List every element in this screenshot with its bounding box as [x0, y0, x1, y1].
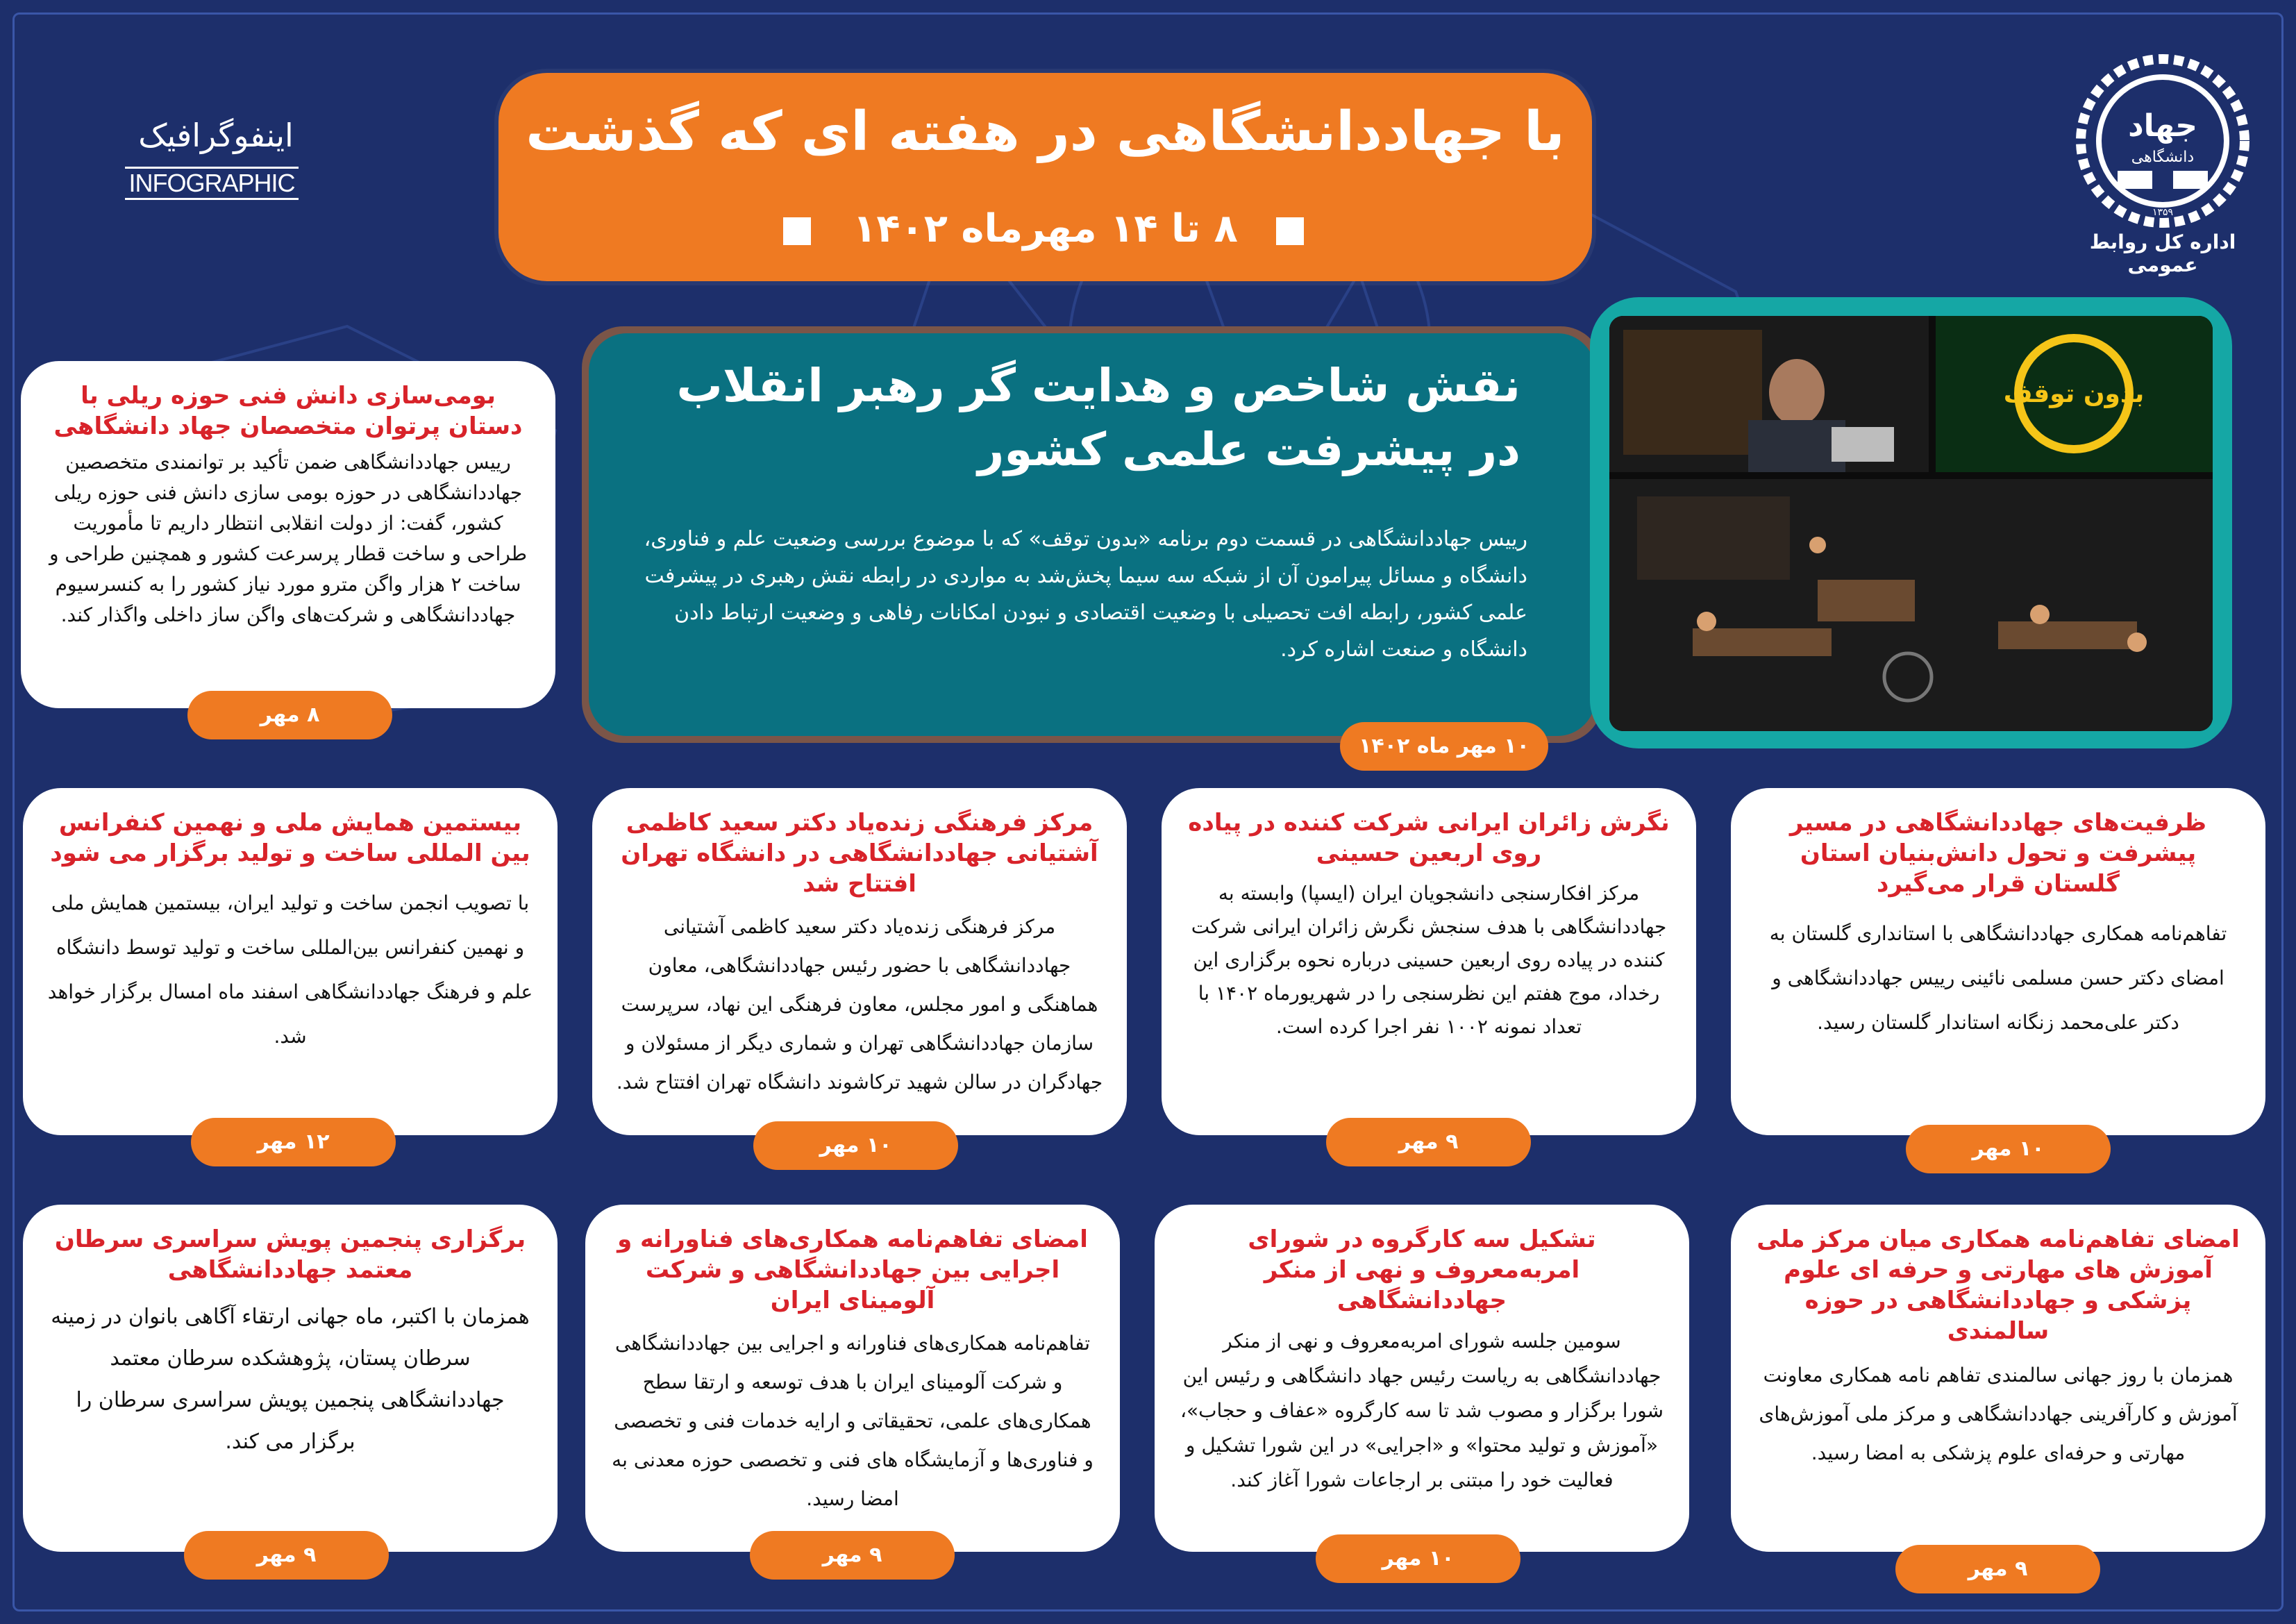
news-card-date-tab: ۱۰ مهر — [1906, 1125, 2111, 1173]
news-card-date-tab: ۸ مهر — [187, 691, 392, 739]
news-card-date-tab: ۹ مهر — [1895, 1545, 2100, 1593]
news-card-title: بومی‌سازی دانش فنی حوزه ریلی با دستان پرتوان متخصصان جهاد دانشگاهی — [53, 382, 523, 440]
news-card-date-tab: ۱۰ مهر — [1316, 1534, 1520, 1583]
news-card-date-tab: ۱۲ مهر — [191, 1118, 396, 1166]
featured-date-tab: ۱۰ مهر ماه ۱۴۰۲ — [1340, 722, 1548, 771]
news-card-body: مرکز فرهنگی زنده‌یاد دکتر سعید کاظمی آشتیانی جهاددانشگاهی با حضور رئیس جهاددانشگاهی، معاون هماهنگی و امور مجلس، معاون فرهنگی این نهاد، سرپرست سازمان جهاددانشگاهی تهران و شماری دیگر از مسئولان و جهادگران در سالن شهید ترکاشوند دانشگاه تهران افتتاح شد. — [616, 915, 1103, 1094]
news-card-council[interactable] — [1155, 1205, 1689, 1552]
news-card-cancer[interactable] — [23, 1205, 558, 1552]
news-card-body: تفاهم‌نامه همکاری‌های فناورانه و اجرایی بین جهاددانشگاهی و شرکت آلومینای ایران با هدف توسعه و ارتقا سطح همکاری‌های علمی، تحقیقاتی و ارایه خدمات فنی و تخصصی و فناوری‌ها و آزمایشگاه های فنی و تخصصی حوزه معدنی به امضا رسید. — [612, 1332, 1093, 1510]
news-card-body: همزمان با اکتبر، ماه جهانی ارتقاء آگاهی بانوان در زمینه سرطان پستان، پژوهشکده سرطان معتمد جهاددانشگاهی پنجمین پویش سراسری سرطان را برگزار می کند. — [51, 1305, 530, 1454]
logo-caption: اداره کل روابط عمومی — [2089, 231, 2236, 276]
news-card-date-tab: ۹ مهر — [184, 1531, 389, 1580]
news-card-date-tab: ۹ مهر — [1326, 1118, 1531, 1166]
logo-year: ۱۳۵۹ — [2152, 207, 2174, 218]
infographic-label-fa: اینفوگرافیک — [138, 117, 294, 154]
featured-body: رییس جهاددانشگاهی در قسمت دوم برنامه «بدون توقف» که با موضوع بررسی وضعیت علم و فناوری، دانشگاه و مسائل پیرامون آن از شبکه سه سیما پخش‌شد به مواردی در رابطه نقش رهبری در پیشرفت علمی کشور، رابطه افت تحصیلی با وضعیت اقتصادی و نبودن امکانات رفاهی و وضعیت ارتباط دادن دانشگاه و صنعت اشاره کرد. — [644, 527, 1527, 662]
news-card-body: همزمان با روز جهانی سالمندی تفاهم نامه همکاری معاونت آموزش و کارآفرینی جهاددانشگاهی و مرکز ملی آموزش‌های مهارتی و حرفه‌ای علوم پزشکی به امضا رسید. — [1759, 1364, 2238, 1464]
logo-text-top: جهاد — [2128, 108, 2197, 144]
news-card-cultural-center[interactable] — [592, 788, 1127, 1135]
news-card-elderly[interactable] — [1731, 1205, 2265, 1552]
news-card-title: نگرش زائران ایرانی شرکت کننده در پیاده روی اربعین حسینی — [1188, 809, 1670, 867]
header-banner — [498, 73, 1592, 281]
tv-program-photos — [1609, 316, 2213, 731]
week-date-range: ۸ تا ۱۴ مهرماه ۱۴۰۲ — [853, 206, 1238, 251]
news-card-title: تشکیل سه کارگروه در شورای امربه‌معروف و نهی از منکر جهاددانشگاهی — [1248, 1225, 1596, 1314]
infographic-label-en: INFOGRAPHIC — [125, 167, 299, 200]
news-card-title: ظرفیت‌های جهاددانشگاهی در مسیر پیشرفت و تحول دانش‌بنیان استان گلستان قرار می‌گیرد — [1789, 809, 2207, 898]
news-card-date-tab: ۱۰ مهر — [753, 1121, 958, 1170]
news-card-body: مرکز افکارسنجی دانشجویان ایران (ایسپا) وابسته به جهاددانشگاهی با هدف سنجش نگرش زائران ایرانی شرکت کننده در پیاده روی اربعین حسینی درباره نحوه برگزاری این رخداد، موج هفتم این نظرسنجی را در شهریورماه ۱۴۰۲ با تعداد نمونه ۱۰۰۲ نفر اجرا کرده است. — [1191, 882, 1667, 1038]
news-card-date-tab: ۹ مهر — [750, 1531, 955, 1580]
news-card-arbaeen[interactable] — [1162, 788, 1696, 1135]
featured-title: نقش شاخص و هدایت گر رهبر انقلاب در پیشرفت علمی کشور — [676, 359, 1520, 476]
news-card-body: با تصویب انجمن ساخت و تولید ایران، بیستمین همایش ملی و نهمین کنفرانس بین‌المللی ساخت و تولید توسط دانشگاه علم و فرهنگ جهاددانشگاهی اسفند ماه امسال برگزار خواهد شد. — [47, 891, 533, 1048]
decor-square-right — [1276, 217, 1304, 245]
tv-program-collage — [1609, 316, 2213, 731]
news-card-golestan[interactable] — [1731, 788, 2265, 1135]
page-title: با جهاددانشگاهی در هفته ای که گذشت — [526, 101, 1565, 163]
news-card-title: امضای تفاهم‌نامه همکاری میان مرکز ملی آموزش های مهارتی و حرفه ای علوم پزشکی و جهاددانشگاهی در حوزه سالمندی — [1757, 1225, 2240, 1345]
news-card-title: بیستمین همایش ملی و نهمین کنفرانس بین المللی ساخت و تولید برگزار می شود — [50, 809, 530, 867]
news-card-body: سومین جلسه شورای امربه‌معروف و نهی از منکر جهاددانشگاهی به ریاست رئیس جهاد دانشگاهی و رئیس این شورا برگزار و مصوب شد تا سه کارگروه «عفاف و حجاب»، «آموزش و تولید محتوا» و «اجرایی» در این شورا تشکیل و فعالیت خود را مبتنی بر ارجاعات شورا آغاز کند. — [1180, 1330, 1664, 1491]
program-logo-text: بدون توقف — [2003, 380, 2145, 408]
jahad-daneshgahi-logo — [2076, 54, 2249, 228]
news-card-conference[interactable] — [23, 788, 558, 1135]
news-card-alumina[interactable] — [585, 1205, 1120, 1552]
news-card-body: رییس جهاددانشگاهی ضمن تأکید بر توانمندی متخصصین جهاددانشگاهی در حوزه بومی سازی دانش فنی حوزه ریلی کشور، گفت: از دولت انقلابی انتظار داریم تا مأموریت طراحی و ساخت قطار پرسرعت کشور و همچنین طراحی و ساخت ۲ هزار واگن مترو مورد نیاز کشور را به کنسرسیوم جهاددانشگاهی و شرکت‌های واگن ساز داخلی واگذار کند. — [49, 451, 528, 626]
logo-text-bottom: دانشگاهی — [2131, 149, 2195, 166]
news-card-body: تفاهم‌نامه همکاری جهاددانشگاهی با استانداری گلستان به امضای دکتر حسن مسلمی نائینی رییس جهاددانشگاهی و دکتر علی‌محمد زنگانه استاندار گلستان رسید. — [1769, 922, 2227, 1034]
news-card-title: برگزاری پنجمین پویش سراسری سرطان معتمد جهاددانشگاهی — [54, 1225, 526, 1284]
news-card-title: مرکز فرهنگی زنده‌یاد دکتر سعید کاظمی آشتیانی جهاددانشگاهی در دانشگاه تهران افتتاح شد — [621, 809, 1098, 898]
news-card-rail[interactable] — [21, 361, 555, 708]
news-card-title: امضای تفاهم‌نامه همکاری‌های فناورانه و اجرایی بین جهاددانشگاهی و شرکت آلومینای ایران — [617, 1225, 1088, 1314]
